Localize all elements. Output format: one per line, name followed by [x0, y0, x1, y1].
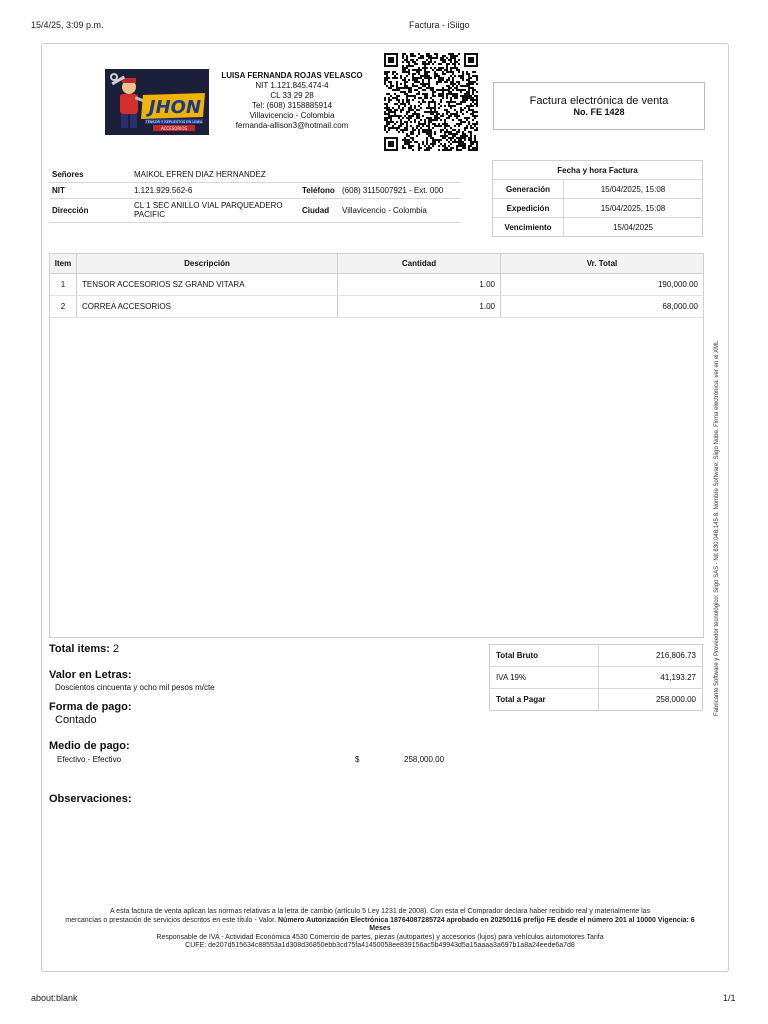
item-number: 2 — [50, 296, 77, 318]
item-quantity: 1.00 — [338, 274, 501, 296]
legal-cufe: CUFE: de207d515634c88553a1d308d36850ebb3cd75fa41450058ee839156ac5b49943d5a15aaaa3a697b1a8a24eede6a7d8 — [185, 942, 575, 949]
ciudad-value: Villavicencio - Colombia — [339, 198, 461, 222]
nit-label: NIT — [49, 182, 131, 198]
print-title: Factura - iSiigo — [409, 20, 470, 30]
print-datetime: 15/4/25, 3:09 p.m. — [31, 20, 104, 30]
invoice-title-box — [493, 82, 705, 130]
direccion-value: CL 1 SEC ANILLO VIAL PARQUEADERO PACIFIC — [131, 198, 299, 222]
nit-value: 1.121.929.562-6 — [131, 182, 299, 198]
company-logo — [105, 69, 209, 135]
legal-line-1: A esta factura de venta aplican las normas relativas a la letra de cambio (artículo 5 Ley 1231 de 2008). Con esta el Comprador declara haber recibido real y materialmente las — [109, 908, 651, 915]
item-description: TENSOR ACCESORIOS SZ GRAND VITARA — [77, 274, 338, 296]
item-total: 190,000.00 — [501, 274, 704, 296]
col-item: Item — [50, 254, 77, 274]
total-bruto-value: 216,806.73 — [599, 645, 703, 667]
medio-pago-value: Efectivo - Efectivo — [57, 755, 122, 764]
col-cantidad: Cantidad — [338, 254, 501, 274]
senores-label: Señores — [49, 168, 131, 182]
valor-letras-value: Doscientos cincuenta y ocho mil pesos m/cte — [55, 683, 215, 692]
fecha-title: Fecha y hora Factura — [557, 165, 638, 175]
totals-table — [489, 644, 703, 711]
legal-footer — [60, 908, 700, 951]
forma-pago-value: Contado — [55, 714, 97, 726]
generacion-value: 15/04/2025, 15:08 — [564, 180, 703, 199]
invoice-number: No. FE 1428 — [573, 107, 625, 117]
medio-pago-label: Medio de pago: — [49, 740, 130, 752]
legal-line-2a: mercancías o prestación de servicios descritos en este título - Valor. — [65, 916, 277, 924]
issuer-email: fernanda-allison3@hotmail.com — [235, 121, 349, 130]
table-row — [50, 296, 703, 318]
valor-letras-label: Valor en Letras: — [49, 669, 132, 681]
issuer-info — [212, 71, 372, 131]
issuer-name: LUISA FERNANDA ROJAS VELASCO — [221, 71, 363, 80]
item-total: 68,000.00 — [501, 296, 704, 318]
logo-subtext-2: ACCESORIOS — [160, 126, 188, 131]
col-descripcion: Descripción — [77, 254, 338, 274]
logo-subtext: TENSOR Y REPUESTOS EN LINEA — [145, 120, 203, 124]
ciudad-label: Ciudad — [299, 198, 339, 222]
telefono-label: Teléfono — [299, 182, 339, 198]
issuer-city: Villavicencio - Colombia — [249, 111, 335, 120]
total-items — [49, 643, 119, 655]
medio-pago-amount: 258,000.00 — [404, 755, 445, 764]
generacion-label: Generación — [493, 180, 564, 199]
forma-pago-label: Forma de pago: — [49, 701, 132, 713]
legal-line-2b: Número Autorización Electrónica 18764087285724 aprobado en 20250116 prefijo FE desde el número 201 al 10000 Vigencia: 6 Meses — [278, 916, 695, 932]
expedicion-label: Expedición — [493, 199, 564, 218]
software-vertical-note: Fabricante Software y Proveedor tecnológico: Siigo SAS - Nit 830.048.145-8. Nombre Software: Siigo Nube. Firma electrónica: ver en el XML — [714, 340, 720, 716]
direccion-label: Dirección — [49, 198, 131, 222]
qr-code — [384, 53, 478, 151]
total-items-value: 2 — [112, 643, 120, 655]
senores-value: MAIKOL EFREN DIAZ HERNANDEZ — [131, 168, 461, 182]
total-pagar-value: 258,000.00 — [655, 695, 696, 704]
item-number: 1 — [50, 274, 77, 296]
total-items-label: Total items: — [49, 643, 110, 655]
print-page-count: 1/1 — [723, 993, 736, 1003]
col-vr-total: Vr. Total — [501, 254, 704, 274]
telefono-value: (608) 3115007921 - Ext. 000 — [339, 182, 461, 198]
vencimiento-label: Vencimiento — [493, 218, 564, 237]
items-table — [49, 253, 704, 638]
iva-label: IVA 19% — [490, 667, 599, 689]
customer-table — [49, 168, 461, 223]
iva-value: 41,193.27 — [599, 667, 703, 689]
item-quantity: 1.00 — [338, 296, 501, 318]
invoice-type: Factura electrónica de venta — [529, 95, 669, 107]
total-pagar-label: Total a Pagar — [490, 689, 599, 711]
print-url: about:blank — [31, 993, 78, 1003]
observaciones-label: Observaciones: — [49, 793, 132, 805]
vencimiento-value: 15/04/2025 — [564, 218, 703, 237]
issuer-phone: Tel: (608) 3158885914 — [251, 101, 333, 110]
table-row — [50, 274, 703, 296]
issuer-address: CL 33 29 28 — [270, 91, 314, 100]
item-description: CORREA ACCESORIOS — [77, 296, 338, 318]
fecha-table — [492, 160, 703, 237]
logo-text: JHON — [148, 97, 202, 118]
issuer-nit: NIT 1.121.845.474-4 — [255, 81, 329, 90]
legal-line-3: Responsable de IVA - Actividad Económica 4530 Comercio de partes, piezas (autopartes) y accesorios (lujos) para vehículos automotores Tarifa — [156, 933, 604, 941]
total-bruto-label: Total Bruto — [490, 645, 599, 667]
medio-pago-currency: $ — [355, 755, 360, 764]
expedicion-value: 15/04/2025, 15:08 — [564, 199, 703, 218]
